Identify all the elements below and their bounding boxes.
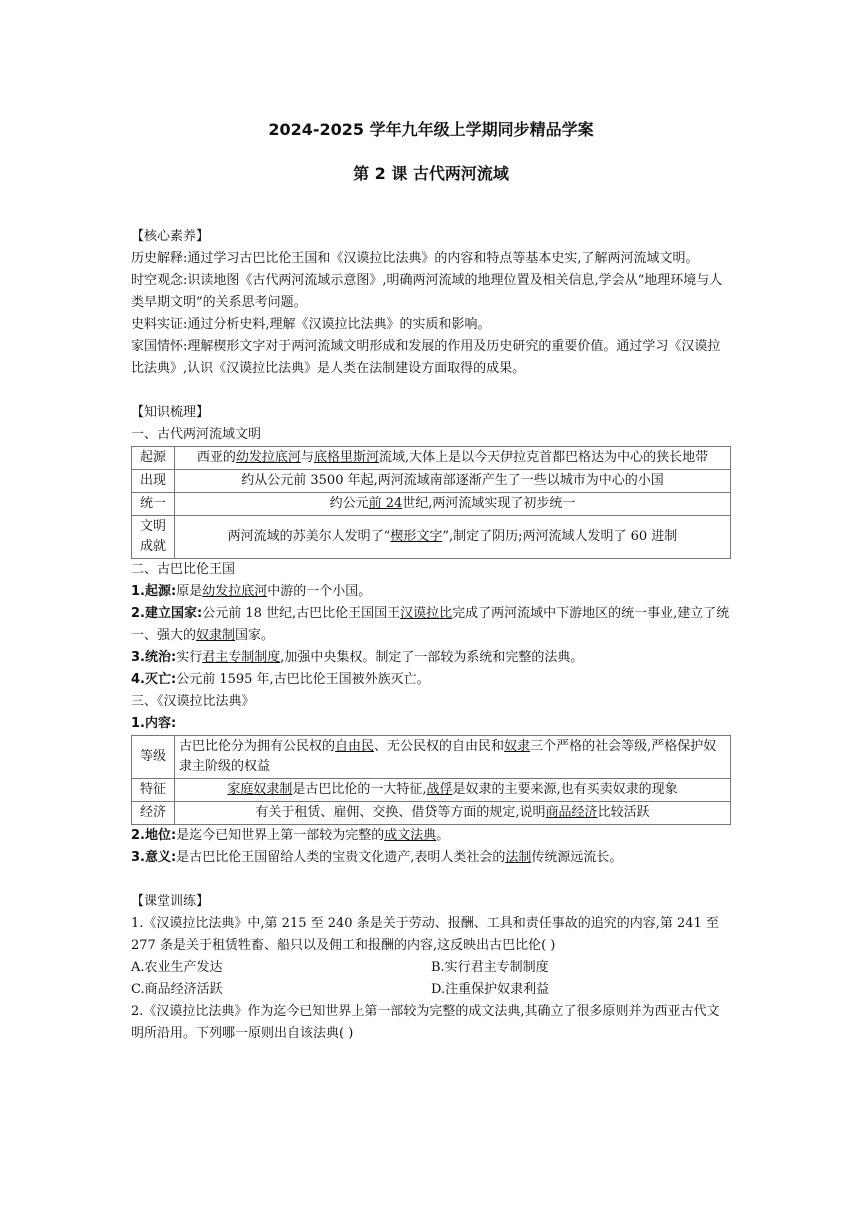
table-row: [132, 493, 731, 516]
row-value: 古巴比伦分为拥有公民权的自由民、无公民权的自由民和奴隶三个严格的社会等级,严格保护奴隶主阶级的权益: [175, 736, 731, 779]
option-b[interactable]: B.实行君主专制制度: [431, 960, 549, 975]
core-line-4: 家国情怀:理解楔形文字对于两河流域文明形成和发展的作用及历史研究的重要价值。通过学习《汉谟拉比法典》,认识《汉谟拉比法典》是人类在法制建设方面取得的成果。: [131, 339, 721, 376]
table-row: [132, 516, 731, 559]
row-value: 约公元前 24世纪,两河流域实现了初步统一: [175, 493, 731, 516]
table-row: [132, 802, 731, 825]
table-row: [132, 736, 731, 779]
row-label: 特征: [132, 779, 175, 802]
list-item: 1.起源:原是幼发拉底河中游的一个小国。: [131, 584, 372, 599]
row-value: 两河流域的苏美尔人发明了“楔形文字”,制定了阴历;两河流域人发明了 60 进制: [175, 516, 731, 559]
code-table: [131, 735, 731, 825]
section-2-title: 二、古巴比伦王国: [131, 562, 236, 577]
question-2: 2.《汉谟拉比法典》作为迄今已知世界上第一部较为完整的成文法典,其确立了很多原则并为西亚古代文明所沿用。下列哪一原则出自该法典( ): [131, 1004, 720, 1041]
option-c[interactable]: C.商品经济活跃: [131, 982, 223, 997]
list-item: 4.灭亡:公元前 1595 年,古巴比伦王国被外族灭亡。: [131, 672, 430, 687]
document-content: [131, 112, 731, 1045]
row-value: 约从公元前 3500 年起,两河流域南部逐渐产生了一些以城市为中心的小国: [175, 470, 731, 493]
table-row: [132, 779, 731, 802]
section-3-title: 三、《汉谟拉比法典》: [131, 694, 255, 709]
core-line-3: 史料实证:通过分析史料,理解《汉谟拉比法典》的实质和影响。: [131, 317, 491, 332]
knowledge-heading: 【知识梳理】: [131, 405, 210, 420]
row-value: 有关于租赁、雇佣、交换、借贷等方面的规定,说明商品经济比较活跃: [175, 802, 731, 825]
section-1-title: 一、古代两河流域文明: [131, 427, 262, 442]
table-row: [132, 447, 731, 470]
table-row: [132, 470, 731, 493]
core-heading: 【核心素养】: [131, 229, 210, 244]
row-value: 家庭奴隶制是古巴比伦的一大特征,战俘是奴隶的主要来源,也有买卖奴隶的现象: [175, 779, 731, 802]
core-line-2: 时空观念:识读地图《古代两河流域示意图》,明确两河流域的地理位置及相关信息,学会从“地理环境与人类早期文明”的关系思考问题。: [131, 273, 723, 310]
list-item: 2.建立国家:公元前 18 世纪,古巴比伦王国国王汉谟拉比完成了两河流域中下游地区的统一事业,建立了统一、强大的奴隶制国家。: [131, 606, 730, 643]
question-1: 1.《汉谟拉比法典》中,第 215 至 240 条是关于劳动、报酬、工具和责任事故的追究的内容,第 241 至 277 条是关于租赁牲畜、船只以及佣工和报酬的内容,这反映出古巴比伦( ): [131, 916, 719, 953]
option-d[interactable]: D.注重保护奴隶利益: [431, 982, 550, 997]
content-label: 1.内容:: [131, 716, 177, 731]
row-label: 文明成就: [132, 516, 175, 559]
practice-heading: 【课堂训练】: [131, 894, 210, 909]
lesson-title: 第 2 课 古代两河流域: [353, 164, 509, 183]
civilization-table: [131, 446, 731, 559]
row-label: 经济: [132, 802, 175, 825]
row-value: 西亚的幼发拉底河与底格里斯河流域,大体上是以今天伊拉克首都巴格达为中心的狭长地带: [175, 447, 731, 470]
core-line-1: 历史解释:通过学习古巴比伦王国和《汉谟拉比法典》的内容和特点等基本史实,了解两河流域文明。: [131, 251, 699, 266]
row-label: 出现: [132, 470, 175, 493]
row-label: 统一: [132, 493, 175, 516]
option-a[interactable]: A.农业生产发达: [131, 960, 223, 975]
row-label: 起源: [132, 447, 175, 470]
meaning-item: 3.意义:是古巴比伦王国留给人类的宝贵文化遗产,表明人类社会的法制传统源远流长。: [131, 850, 623, 865]
status-item: 2.地位:是迄今已知世界上第一部较为完整的成文法典。: [131, 828, 450, 843]
list-item: 3.统治:实行君主专制制度,加强中央集权。制定了一部较为系统和完整的法典。: [131, 650, 584, 665]
question-1-options: [131, 957, 731, 1001]
document-title: 2024-2025 学年九年级上学期同步精品学案: [268, 120, 594, 139]
row-label: 等级: [132, 736, 175, 779]
